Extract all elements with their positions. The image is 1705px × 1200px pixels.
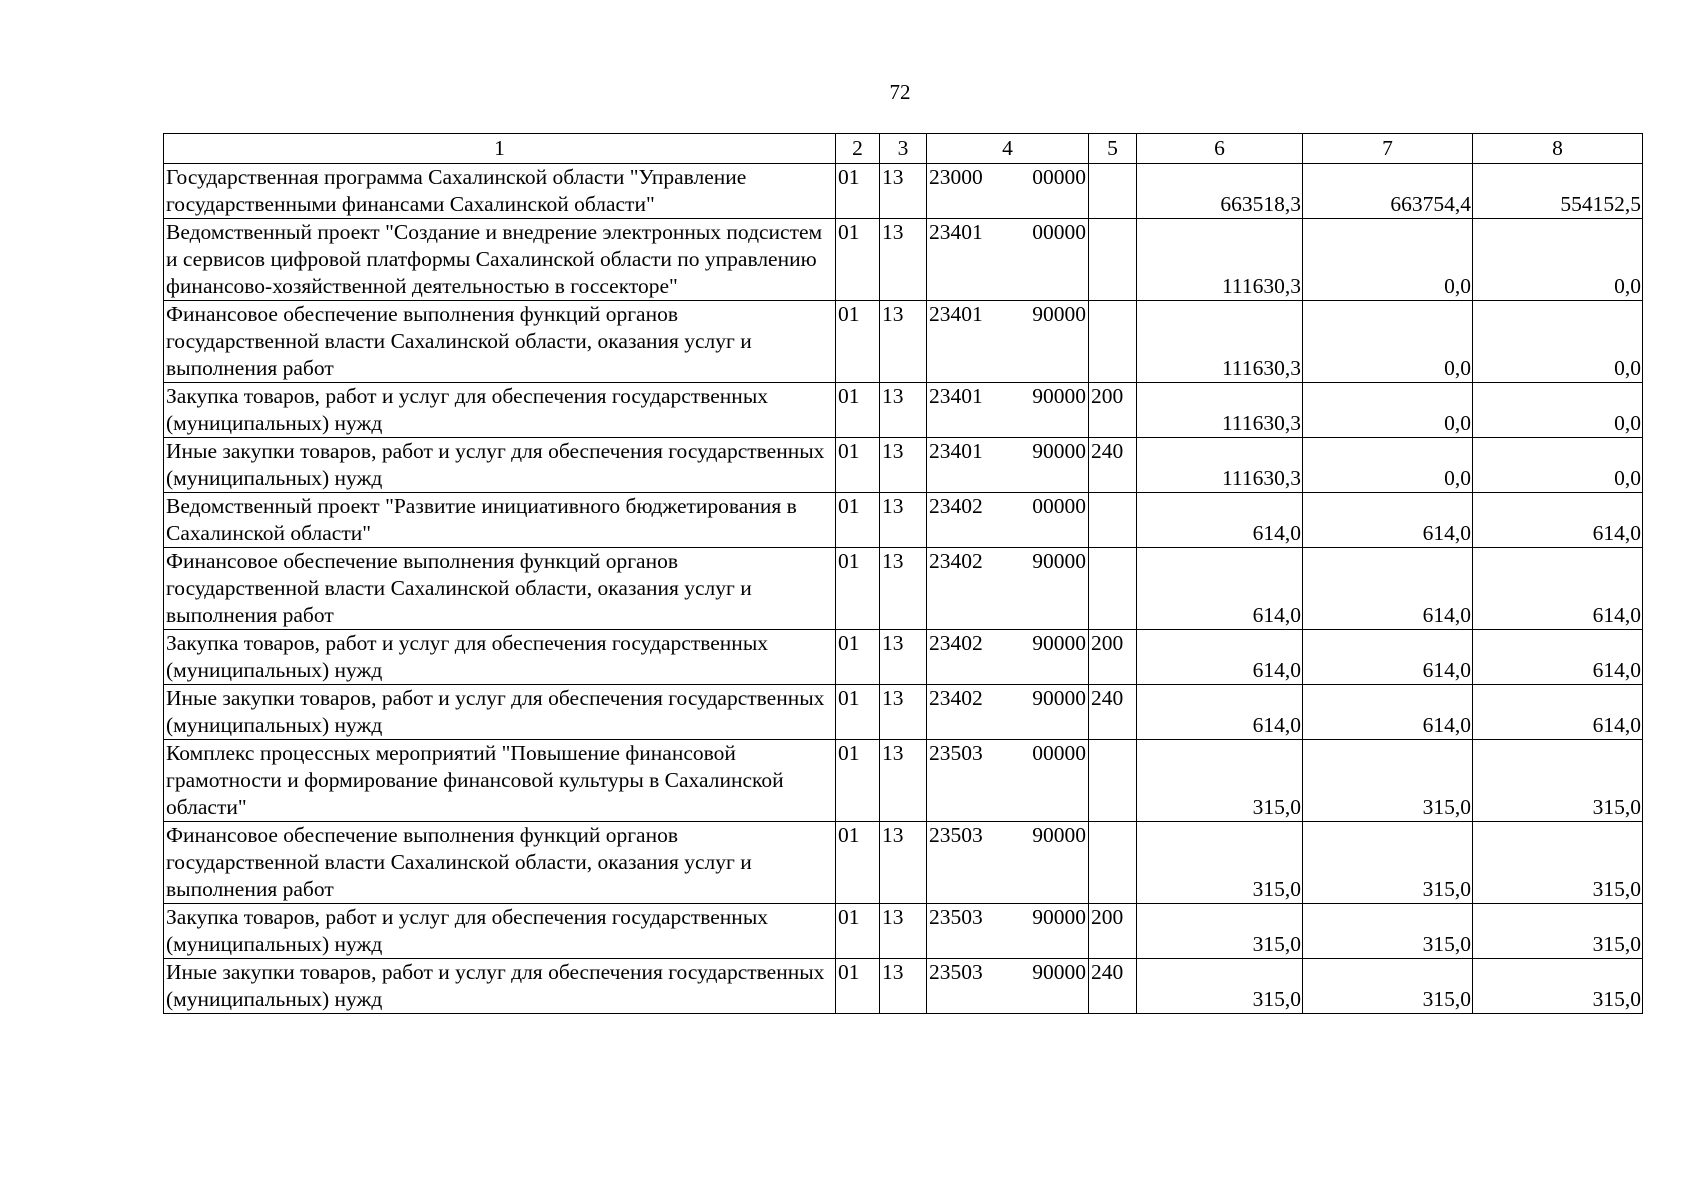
amount-year1-cell: 315,0	[1137, 904, 1303, 959]
row-name-cell: Ведомственный проект "Создание и внедрение электронных подсистем и сервисов цифровой платформы Сахалинской области по управлению финансово-хозяйственной деятельностью в госсекторе"	[164, 219, 836, 301]
target-article-cell	[927, 904, 1089, 959]
column-header: 3	[880, 134, 927, 164]
target-article-program-code: 23401	[929, 439, 983, 463]
table-header-row	[164, 134, 1643, 164]
target-article-program-code: 23402	[929, 494, 983, 518]
target-article-program-code: 23000	[929, 165, 983, 189]
target-article-direction-code: 00000	[1032, 741, 1086, 765]
subsection-code-cell: 13	[880, 740, 927, 822]
target-article-program-code: 23401	[929, 302, 983, 326]
table-row	[164, 740, 1643, 822]
amount-year1-cell: 111630,3	[1137, 383, 1303, 438]
row-name-cell: Финансовое обеспечение выполнения функций органов государственной власти Сахалинской области, оказания услуг и выполнения работ	[164, 301, 836, 383]
subsection-code-cell: 13	[880, 959, 927, 1014]
expense-type-cell	[1089, 301, 1137, 383]
amount-year3-cell: 614,0	[1473, 493, 1643, 548]
expense-type-cell: 200	[1089, 383, 1137, 438]
target-article-direction-code: 90000	[1032, 302, 1086, 326]
target-article-direction-code: 00000	[1032, 220, 1086, 244]
expense-type-cell	[1089, 822, 1137, 904]
expense-type-cell: 240	[1089, 438, 1137, 493]
amount-year1-cell: 111630,3	[1137, 301, 1303, 383]
amount-year3-cell: 315,0	[1473, 740, 1643, 822]
target-article-direction-code: 90000	[1032, 549, 1086, 573]
target-article-direction-code: 90000	[1032, 686, 1086, 710]
section-code-cell: 01	[836, 822, 880, 904]
amount-year1-cell: 614,0	[1137, 493, 1303, 548]
row-name-cell: Ведомственный проект "Развитие инициативного бюджетирования в Сахалинской области"	[164, 493, 836, 548]
target-article-direction-code: 90000	[1032, 631, 1086, 655]
table-row	[164, 301, 1643, 383]
expense-type-cell	[1089, 548, 1137, 630]
amount-year3-cell: 614,0	[1473, 630, 1643, 685]
column-header: 7	[1303, 134, 1473, 164]
target-article-program-code: 23401	[929, 220, 983, 244]
target-article-direction-code: 90000	[1032, 905, 1086, 929]
amount-year2-cell: 614,0	[1303, 685, 1473, 740]
expense-type-cell	[1089, 164, 1137, 219]
amount-year3-cell: 554152,5	[1473, 164, 1643, 219]
target-article-direction-code: 90000	[1032, 384, 1086, 408]
amount-year1-cell: 614,0	[1137, 630, 1303, 685]
section-code-cell: 01	[836, 959, 880, 1014]
expense-type-cell: 200	[1089, 630, 1137, 685]
row-name-cell: Финансовое обеспечение выполнения функций органов государственной власти Сахалинской области, оказания услуг и выполнения работ	[164, 822, 836, 904]
subsection-code-cell: 13	[880, 548, 927, 630]
amount-year1-cell: 614,0	[1137, 548, 1303, 630]
amount-year3-cell: 0,0	[1473, 383, 1643, 438]
amount-year3-cell: 614,0	[1473, 685, 1643, 740]
column-header: 2	[836, 134, 880, 164]
amount-year3-cell: 315,0	[1473, 822, 1643, 904]
amount-year3-cell: 0,0	[1473, 438, 1643, 493]
column-header: 4	[927, 134, 1089, 164]
budget-table	[163, 133, 1643, 1014]
expense-type-cell	[1089, 740, 1137, 822]
target-article-direction-code: 00000	[1032, 494, 1086, 518]
table-row	[164, 438, 1643, 493]
amount-year1-cell: 111630,3	[1137, 438, 1303, 493]
amount-year1-cell: 111630,3	[1137, 219, 1303, 301]
table-row	[164, 904, 1643, 959]
subsection-code-cell: 13	[880, 383, 927, 438]
section-code-cell: 01	[836, 383, 880, 438]
target-article-direction-code: 90000	[1032, 960, 1086, 984]
section-code-cell: 01	[836, 740, 880, 822]
subsection-code-cell: 13	[880, 630, 927, 685]
amount-year2-cell: 315,0	[1303, 959, 1473, 1014]
target-article-program-code: 23503	[929, 905, 983, 929]
expense-type-cell: 240	[1089, 959, 1137, 1014]
target-article-program-code: 23503	[929, 960, 983, 984]
subsection-code-cell: 13	[880, 438, 927, 493]
amount-year2-cell: 0,0	[1303, 383, 1473, 438]
amount-year1-cell: 315,0	[1137, 959, 1303, 1014]
amount-year2-cell: 614,0	[1303, 548, 1473, 630]
target-article-cell	[927, 959, 1089, 1014]
row-name-cell: Иные закупки товаров, работ и услуг для обеспечения государственных (муниципальных) нужд	[164, 685, 836, 740]
section-code-cell: 01	[836, 493, 880, 548]
target-article-cell	[927, 219, 1089, 301]
target-article-cell	[927, 438, 1089, 493]
row-name-cell: Иные закупки товаров, работ и услуг для обеспечения государственных (муниципальных) нужд	[164, 959, 836, 1014]
amount-year3-cell: 0,0	[1473, 219, 1643, 301]
target-article-cell	[927, 164, 1089, 219]
section-code-cell: 01	[836, 548, 880, 630]
table-row	[164, 685, 1643, 740]
amount-year3-cell: 614,0	[1473, 548, 1643, 630]
row-name-cell: Государственная программа Сахалинской области "Управление государственными финансами Сахалинской области"	[164, 164, 836, 219]
row-name-cell: Финансовое обеспечение выполнения функций органов государственной власти Сахалинской области, оказания услуг и выполнения работ	[164, 548, 836, 630]
subsection-code-cell: 13	[880, 493, 927, 548]
target-article-cell	[927, 630, 1089, 685]
section-code-cell: 01	[836, 438, 880, 493]
row-name-cell: Закупка товаров, работ и услуг для обеспечения государственных (муниципальных) нужд	[164, 630, 836, 685]
amount-year1-cell: 315,0	[1137, 740, 1303, 822]
table-row	[164, 959, 1643, 1014]
amount-year2-cell: 0,0	[1303, 301, 1473, 383]
row-name-cell: Комплекс процессных мероприятий "Повышение финансовой грамотности и формирование финансовой культуры в Сахалинской области"	[164, 740, 836, 822]
table-row	[164, 630, 1643, 685]
target-article-program-code: 23503	[929, 741, 983, 765]
target-article-program-code: 23402	[929, 686, 983, 710]
target-article-program-code: 23503	[929, 823, 983, 847]
page-number: 72	[889, 80, 911, 104]
expense-type-cell	[1089, 493, 1137, 548]
column-header: 5	[1089, 134, 1137, 164]
target-article-program-code: 23402	[929, 549, 983, 573]
section-code-cell: 01	[836, 630, 880, 685]
section-code-cell: 01	[836, 904, 880, 959]
section-code-cell: 01	[836, 301, 880, 383]
subsection-code-cell: 13	[880, 164, 927, 219]
amount-year1-cell: 663518,3	[1137, 164, 1303, 219]
amount-year1-cell: 315,0	[1137, 822, 1303, 904]
column-header: 6	[1137, 134, 1303, 164]
amount-year2-cell: 614,0	[1303, 493, 1473, 548]
expense-type-cell	[1089, 219, 1137, 301]
amount-year2-cell: 663754,4	[1303, 164, 1473, 219]
target-article-program-code: 23402	[929, 631, 983, 655]
target-article-cell	[927, 822, 1089, 904]
target-article-cell	[927, 383, 1089, 438]
column-header: 8	[1473, 134, 1643, 164]
section-code-cell: 01	[836, 164, 880, 219]
target-article-direction-code: 90000	[1032, 823, 1086, 847]
amount-year2-cell: 0,0	[1303, 438, 1473, 493]
section-code-cell: 01	[836, 219, 880, 301]
table-row	[164, 548, 1643, 630]
target-article-cell	[927, 685, 1089, 740]
target-article-cell	[927, 301, 1089, 383]
amount-year3-cell: 0,0	[1473, 301, 1643, 383]
row-name-cell: Закупка товаров, работ и услуг для обеспечения государственных (муниципальных) нужд	[164, 904, 836, 959]
amount-year1-cell: 614,0	[1137, 685, 1303, 740]
subsection-code-cell: 13	[880, 219, 927, 301]
table-row	[164, 383, 1643, 438]
amount-year2-cell: 315,0	[1303, 740, 1473, 822]
subsection-code-cell: 13	[880, 301, 927, 383]
subsection-code-cell: 13	[880, 904, 927, 959]
amount-year3-cell: 315,0	[1473, 959, 1643, 1014]
table-row	[164, 493, 1643, 548]
expense-type-cell: 200	[1089, 904, 1137, 959]
target-article-direction-code: 90000	[1032, 439, 1086, 463]
table-row	[164, 164, 1643, 219]
expense-type-cell: 240	[1089, 685, 1137, 740]
subsection-code-cell: 13	[880, 685, 927, 740]
column-header: 1	[164, 134, 836, 164]
target-article-cell	[927, 740, 1089, 822]
target-article-cell	[927, 493, 1089, 548]
row-name-cell: Иные закупки товаров, работ и услуг для обеспечения государственных (муниципальных) нужд	[164, 438, 836, 493]
amount-year3-cell: 315,0	[1473, 904, 1643, 959]
row-name-cell: Закупка товаров, работ и услуг для обеспечения государственных (муниципальных) нужд	[164, 383, 836, 438]
subsection-code-cell: 13	[880, 822, 927, 904]
amount-year2-cell: 315,0	[1303, 904, 1473, 959]
target-article-direction-code: 00000	[1032, 165, 1086, 189]
table-row	[164, 219, 1643, 301]
amount-year2-cell: 0,0	[1303, 219, 1473, 301]
amount-year2-cell: 315,0	[1303, 822, 1473, 904]
target-article-program-code: 23401	[929, 384, 983, 408]
table-row	[164, 822, 1643, 904]
target-article-cell	[927, 548, 1089, 630]
amount-year2-cell: 614,0	[1303, 630, 1473, 685]
section-code-cell: 01	[836, 685, 880, 740]
